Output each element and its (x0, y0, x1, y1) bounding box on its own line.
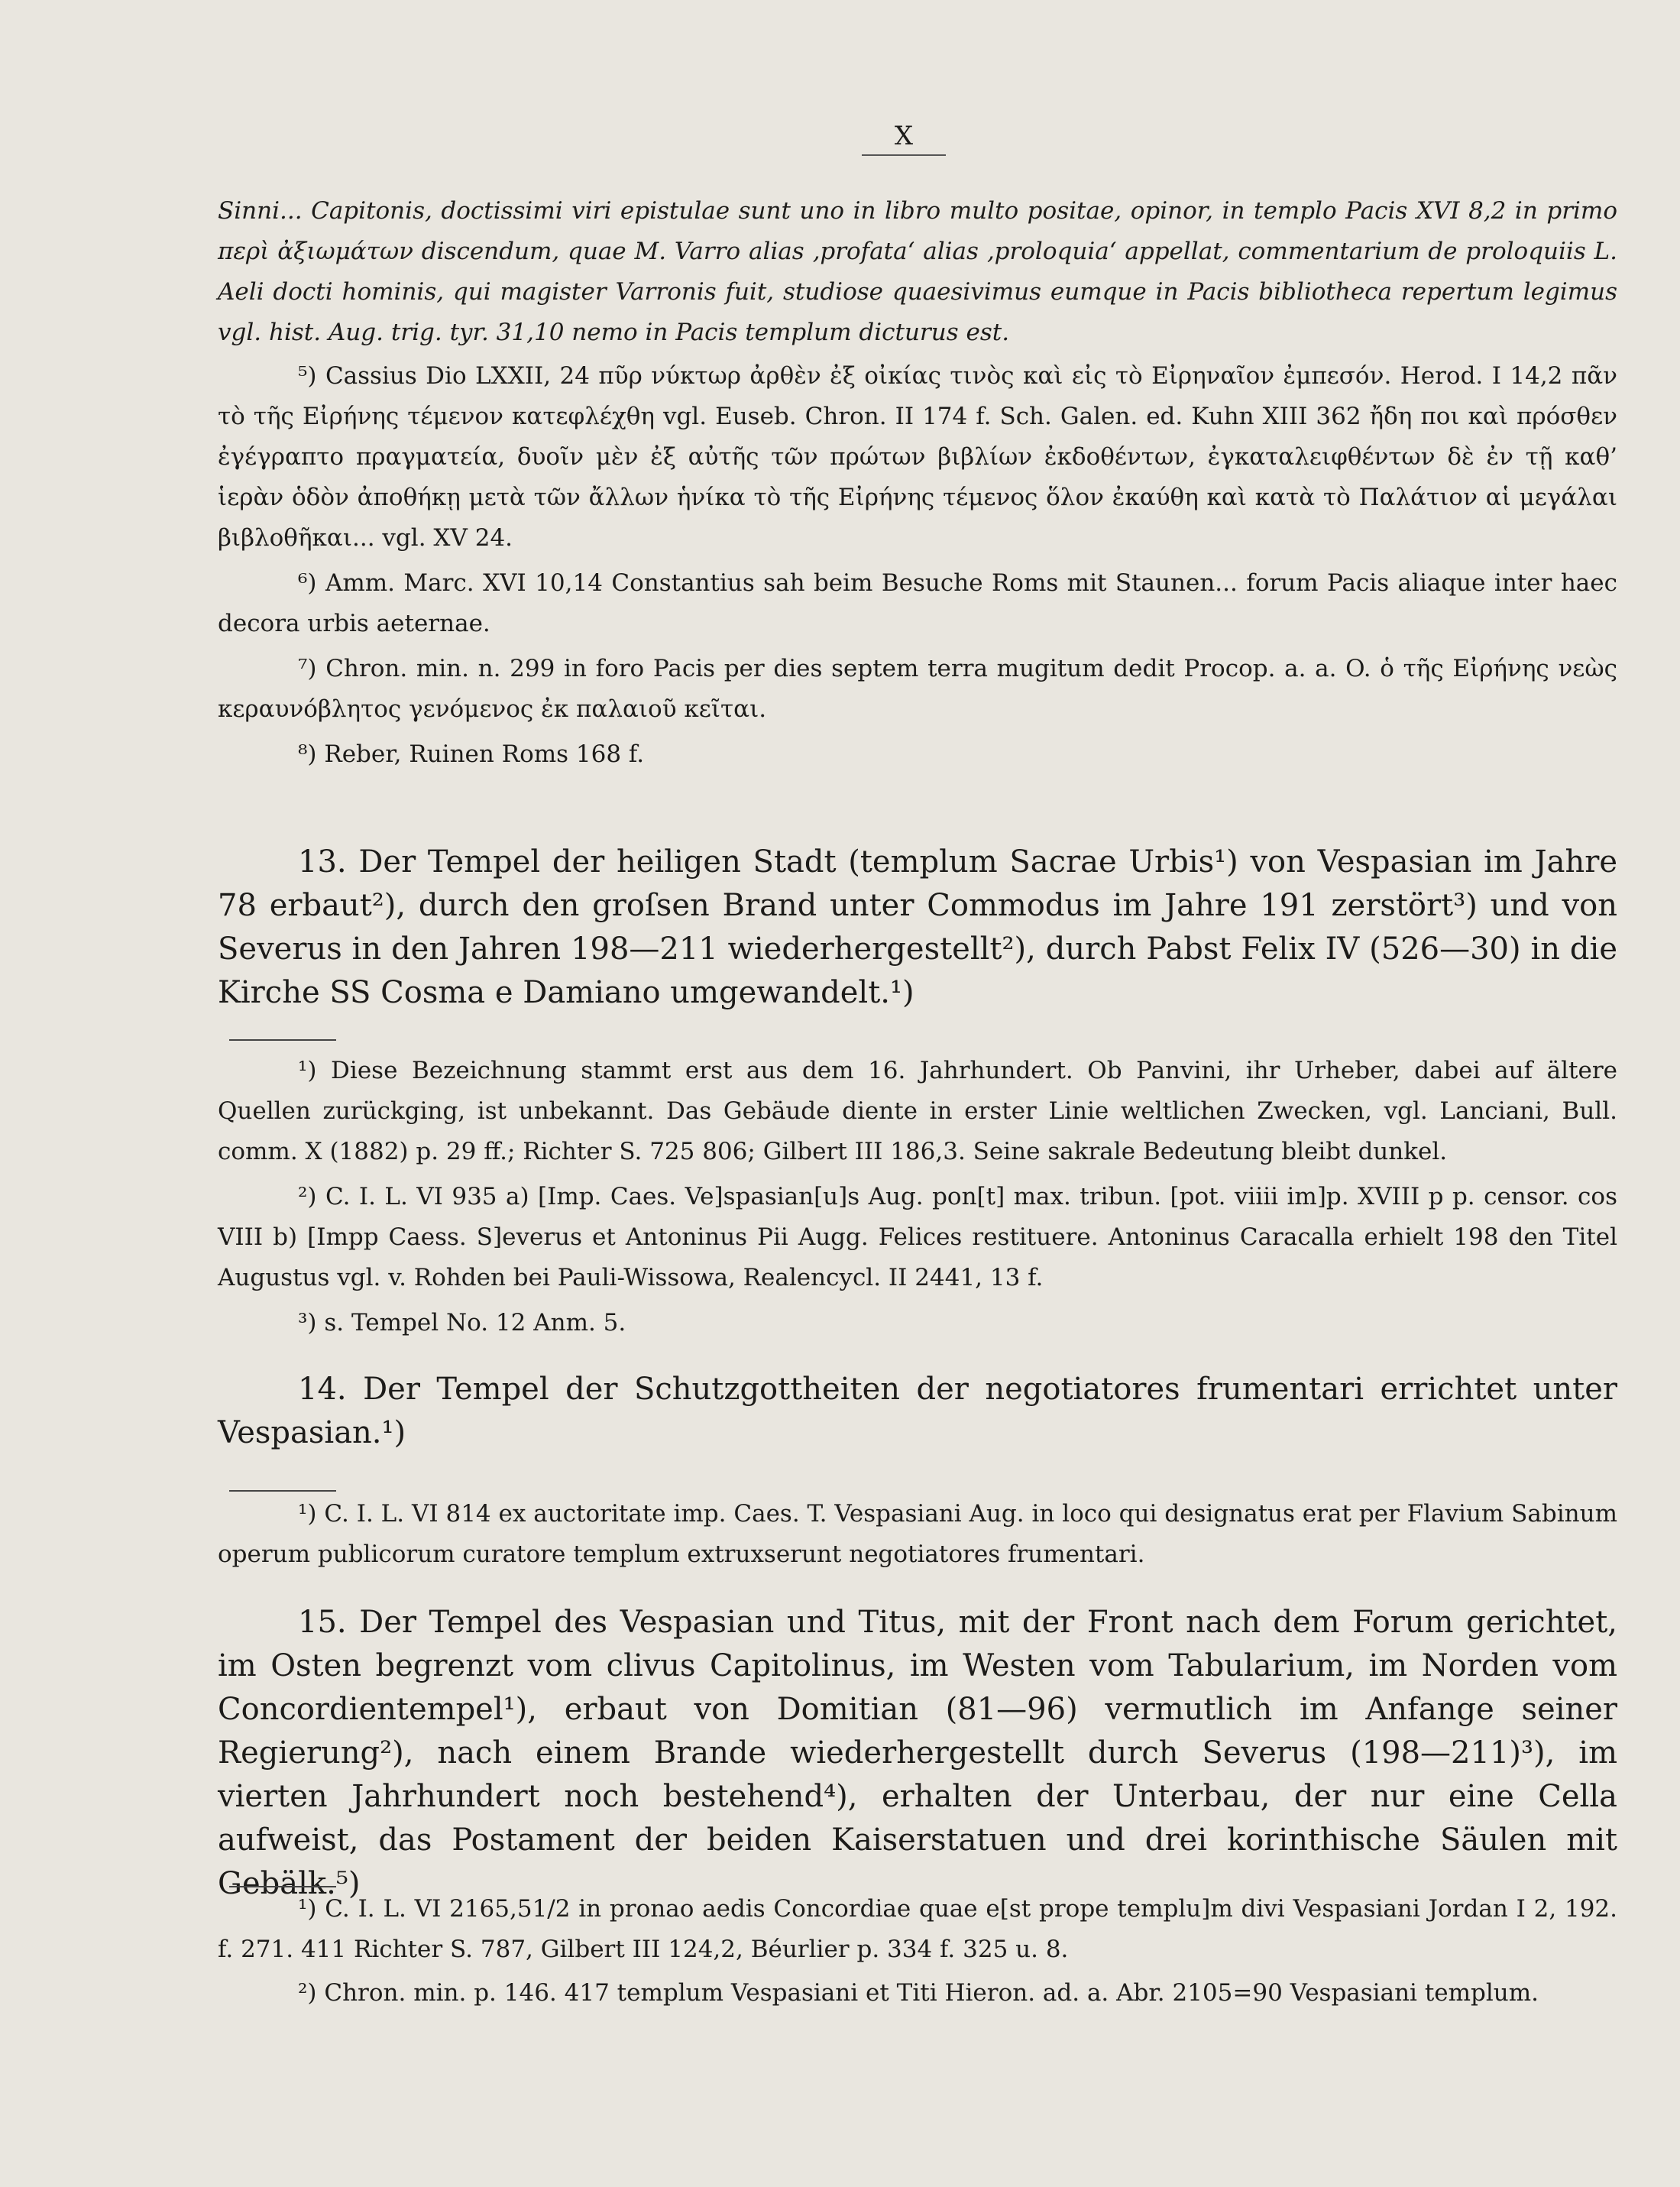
footnote-15-1: ¹) C. I. L. VI 2165,51/2 in pronao aedis Concordiae quae e[st prope templu]m divi Vespasiani Jordan I 2, 192. f. 271. 411 Richter S. 787, Gilbert III 124,2, Béurlier p. 334 f. 325 u. 8. (218, 1895, 1617, 1963)
section-14 (218, 1368, 1617, 1455)
footnote-rule (229, 1886, 336, 1887)
footnote-5: ⁵) Cassius Dio LXXII, 24 πῦρ νύκτωρ ἀρθὲν ἐξ οἰκίας τινὸς καὶ εἰς τὸ Εἰρηναῖον ἐμπεσόν. Herod. I 14,2 πᾶν τὸ τῆς Εἰρήνης τέμενον κατεφλέχθη vgl. Euseb. Chron. II 174 f. Sch. Galen. ed. Kuhn XIII 362 ἤδη ποι καὶ πρόσθεν ἐγέγραπτο πραγματεία, δυοῖν μὲν ἐξ αὐτῆς τῶν πρώτων βιβλίων ἐκδοθέντων, ἐγκαταλειφθέντων δὲ ἐν τῇ καθ’ ἱερὰν ὁδὸν ἀποθήκῃ μετὰ τῶν ἄλλων ἡνίκα τὸ τῆς Εἰρήνης τέμενος ὅλον ἐκαύθη καὶ κατὰ τὸ Παλάτιον αἱ μεγάλαι βιβλοθῆκαι... vgl. XV 24. (218, 362, 1617, 552)
footnote-pax-continued: Sinni... Capitonis, doctissimi viri epistulae sunt uno in libro multo positae, opinor, in templo Pacis XVI 8,2 in primo περὶ ἀξιωμάτων discendum, quae M. Varro alias ‚profata‘ alias ‚proloquia‘ appellat, commentarium de proloquiis L. Aeli docti hominis, qui magister Varronis fuit, studiose quaesivimus eumque in Pacis bibliotheca repertum legimus vgl. hist. Aug. trig. tyr. 31,10 nemo in Pacis templum dicturus est. (218, 197, 1617, 346)
footnote-6: ⁶) Amm. Marc. XVI 10,14 Constantius sah beim Besuche Roms mit Staunen... forum Pacis aliaque inter haec decora urbis aeternae. (218, 569, 1617, 637)
footnote-13-3: ³) s. Tempel No. 12 Anm. 5. (298, 1309, 626, 1336)
footnote-rule (229, 1490, 336, 1492)
section-13-text: 13. Der Tempel der heiligen Stadt (templum Sacrae Urbis¹) von Vespasian im Jahre 78 erbaut²), durch den groſsen Brand unter Commodus im Jahre 191 zerstört³) und von Severus in den Jahren 198—211 wiederhergestellt²), durch Pabst Felix IV (526—30) in die Kirche SS Cosma e Damiano umgewandelt.¹) (218, 844, 1617, 1010)
footnote-13-2: ²) C. I. L. VI 935 a) [Imp. Caes. Ve]spasian[u]s Aug. pon[t] max. tribun. [pot. viiii im]p. XVIII p p. censor. cos VIII b) [Impp Caess. S]everus et Antoninus Pii Augg. Felices restituere. Antoninus Caracalla erhielt 198 den Titel Augustus vgl. v. Rohden bei Pauli-Wissowa, Realencycl. II 2441, 13 f. (218, 1183, 1617, 1291)
section-14-text: 14. Der Tempel der Schutzgottheiten der negotiatores frumentari errichtet unter Vespasian.¹) (218, 1372, 1617, 1450)
footnote-rule (229, 1039, 336, 1041)
footnotes-13 (218, 1051, 1617, 1343)
footnotes-pax (218, 191, 1617, 775)
footnote-14-1: ¹) C. I. L. VI 814 ex auctoritate imp. Caes. T. Vespasiani Aug. in loco qui designatus erat per Flavium Sabinum operum publicorum curatore templum extruxserunt negotiatores frumentari. (218, 1500, 1617, 1568)
section-15-text: 15. Der Tempel des Vespasian und Titus, mit der Front nach dem Forum gerichtet, im Osten begrenzt vom clivus Capitolinus, im Westen vom Tabularium, im Norden vom Concordientempel¹), erbaut von Domitian (81—96) vermutlich im Anfange seiner Regierung²), nach einem Brande wiederhergestellt durch Severus (198—211)³), im vierten Jahrhundert noch bestehend⁴), erhalten der Unterbau, der nur eine Cella aufweist, das Postament der beiden Kaiserstatuen und drei korinthische Säulen mit Gebälk.⁵) (218, 1605, 1617, 1901)
section-13 (218, 841, 1617, 1015)
section-15 (218, 1601, 1617, 1906)
page-number: X (862, 121, 946, 156)
footnote-13-1: ¹) Diese Bezeichnung stammt erst aus dem 16. Jahrhundert. Ob Panvini, ihr Urheber, dabei auf ältere Quellen zurückging, ist unbekannt. Das Gebäude diente in erster Linie weltlichen Zwecken, vgl. Lanciani, Bull. comm. X (1882) p. 29 ff.; Richter S. 725 806; Gilbert III 186,3. Seine sakrale Bedeutung bleibt dunkel. (218, 1057, 1617, 1165)
footnotes-15 (218, 1889, 1617, 2014)
footnotes-14 (218, 1494, 1617, 1575)
footnote-8: ⁸) Reber, Ruinen Roms 168 f. (298, 740, 645, 768)
footnote-15-2: ²) Chron. min. p. 146. 417 templum Vespasiani et Titi Hieron. ad. a. Abr. 2105=90 Vespasiani templum. (298, 1979, 1539, 2007)
footnote-7: ⁷) Chron. min. n. 299 in foro Pacis per dies septem terra mugitum dedit Procop. a. a. O. ὁ τῆς Εἰρήνης νεὼς κεραυνόβλητος γενόμενος ἐκ παλαιοῦ κεῖται. (218, 655, 1617, 723)
